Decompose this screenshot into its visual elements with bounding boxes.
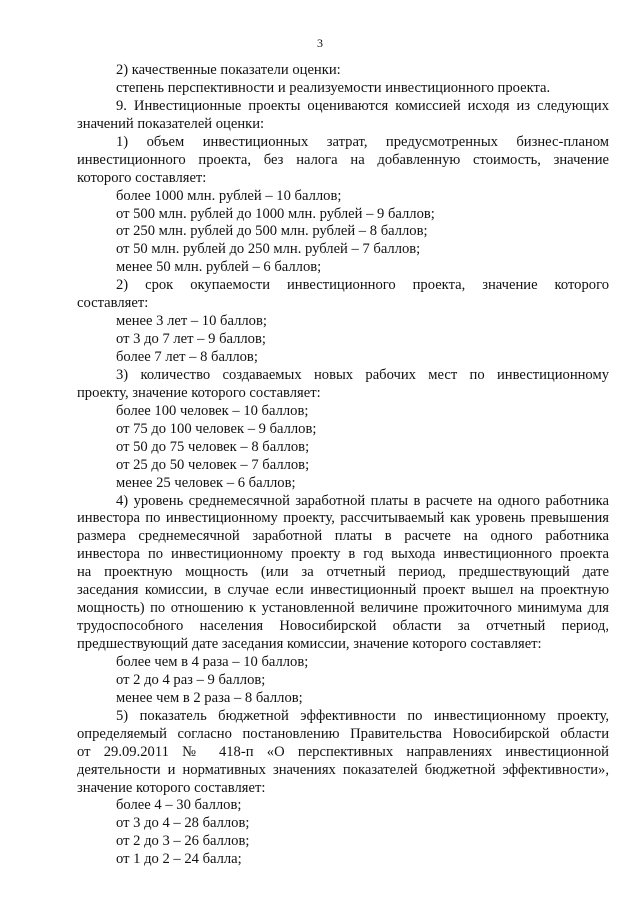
page-number: 3 [317,36,323,50]
text-line: определяемый согласно постановлению Правительства Новосибирской области [77,725,609,742]
text-line: степень перспективности и реализуемости инвестиционного проекта. [116,79,551,96]
text-line: 5) показатель бюджетной эффективности по инвестиционному проекту, [116,707,609,724]
text-line: 4) уровень среднемесячной заработной платы в расчете на одного работника [116,492,609,509]
text-line: проекту, значение которого составляет: [77,384,321,401]
text-line: 1) объем инвестиционных затрат, предусмотренных бизнес-планом [116,133,609,150]
text-line: от 1 до 2 – 24 балла; [116,851,242,868]
text-line: более чем в 4 раза – 10 баллов; [116,653,309,670]
text-line: предшествующий дате заседания комиссии, значение которого составляет: [77,636,542,652]
text-line: 2) срок окупаемости инвестиционного проекта, значение которого [116,277,609,294]
text-line: от 2 до 3 – 26 баллов; [116,833,250,850]
text-line: которого составляет: [77,169,207,186]
text-line: более 7 лет – 8 баллов; [116,349,258,365]
text-line: деятельности и нормативных значениях показателей бюджетной эффективности», [77,761,609,778]
text-line: от 3 до 7 лет – 9 баллов; [116,331,266,348]
text-line: от 50 млн. рублей до 250 млн. рублей – 7 баллов; [116,241,421,258]
text-line: от 29.09.2011 № 418-п «О перспективных направлениях инвестиционной [77,743,609,760]
text-line: 9. Инвестиционные проекты оцениваются комиссией исходя из следующих [116,97,609,114]
text-line: инвестора по инвестиционному проекту, рассчитываемый как уровень превышения [77,510,609,527]
text-line: значений показателей оценки: [77,115,265,132]
text-line: более 100 человек – 10 баллов; [116,402,309,419]
text-line: более 4 – 30 баллов; [116,797,242,814]
text-line: менее 3 лет – 10 баллов; [116,313,267,330]
text-line: 2) качественные показатели оценки: [116,62,341,78]
text-line: 3) количество создаваемых новых рабочих мест по инвестиционному [116,366,609,383]
text-line: от 25 до 50 человек – 7 баллов; [116,456,310,473]
text-line: менее чем в 2 раза – 8 баллов; [116,689,303,706]
text-line: от 75 до 100 человек – 9 баллов; [116,420,317,437]
text-line: трудоспособного населения Новосибирской области за отчетный период, [77,618,609,635]
text-line: от 3 до 4 – 28 баллов; [116,815,250,832]
text-line: на проектную мощность (или за отчетный период, предшествующий дате [77,564,609,581]
text-line: от 250 млн. рублей до 500 млн. рублей – 8 баллов; [116,223,428,240]
text-line: инвестора по инвестиционному проекту в год выхода инвестиционного проекта [77,546,609,563]
text-line: менее 25 человек – 6 баллов; [116,474,296,491]
document-body [77,62,609,869]
text-line: заседания комиссии, в случае если инвестиционный проект вышел на проектную [77,582,609,599]
text-line: мощность) по отношению к установленной величине прожиточного минимума для [77,600,609,617]
text-line: размера среднемесячной заработной платы в расчете на одного работника [77,528,609,545]
text-line: от 2 до 4 раз – 9 баллов; [116,671,266,688]
text-line: от 500 млн. рублей до 1000 млн. рублей – 9 баллов; [116,205,435,222]
text-line: менее 50 млн. рублей – 6 баллов; [116,259,322,276]
text-line: от 50 до 75 человек – 8 баллов; [116,438,310,455]
text-line: инвестиционного проекта, без налога на добавленную стоимость, значение [77,151,609,168]
text-line: значение которого составляет: [77,779,266,796]
text-line: составляет: [77,295,149,312]
text-line: более 1000 млн. рублей – 10 баллов; [116,187,342,204]
